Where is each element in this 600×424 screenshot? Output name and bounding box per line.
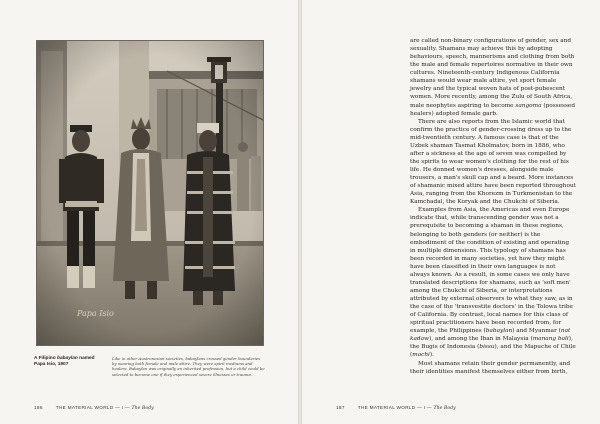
photo-handwritten-annotation: Papa Isio — [77, 309, 114, 318]
photo-illustration — [37, 41, 264, 346]
photo-caption-title: A Filipino babaylan named Papa Isio, 1907 — [34, 356, 95, 368]
body-paragraph: are called non-binary configurations of gender, sex and sexuality. Shamans may achieve this by adopting behaviours, speech, mannerisms and clothing from both the male and female repertoires normative in their own cultures. Nineteenth-century Indigenous California shamans would wear male attire, yet sport female jewelry and the typical woven hats of post-pubescent women. More recently, among the Zulu of South Africa, male neophytes aspiring to become sangoma (possessed healers) adopted female garb. — [410, 38, 576, 117]
page-number: 186 — [34, 405, 43, 410]
running-head: THE MATERIAL WORLD — I — — [357, 405, 434, 410]
body-paragraph: Most shamans retain their gender permanently, and their identities manifest themselves either from birth, — [410, 360, 571, 375]
left-page — [0, 0, 298, 424]
running-head-section: The Body — [433, 406, 456, 411]
right-page — [302, 0, 600, 424]
right-folio — [336, 405, 456, 411]
running-head-section: The Body — [131, 406, 154, 411]
body-text — [410, 37, 576, 376]
left-folio — [34, 405, 154, 411]
body-paragraph: There are also reports from the Islamic world that confirm the practice of gender-crossing dress up to the mid-twentieth century. A famous case is that of the Uzbek shaman Tasmat Kholmatov, born in 1886, who after a sickness at the age of seven was compelled by the spirits to wear women's clothing for the rest of his life. He donned women's dresses, alongside male trousers, a man's skull cap and a beard. More instances of shamanic mixed attire have been reported throughout Asia, ranging from the Khorezm in Turkmenistan to the Kamchadal, the Koryak and the Chukchi of Siberia. — [410, 118, 576, 206]
archival-photograph — [36, 40, 264, 346]
running-head: THE MATERIAL WORLD — I — — [55, 405, 132, 410]
photo-caption-text: Like in other Austronesian societies, babaylans crossed gender boundaries by wearing both female and male attire. They were spirit mediums and healers. Babaylan was originally an inherited profession, but a child could be selected to become one if they experienced severe illnesses or trauma. — [112, 356, 265, 377]
page-number: 187 — [336, 405, 345, 410]
body-paragraph: Examples from Asia, the Americas and even Europe indicate that, while transcending gender was not a prerequisite to becoming a shaman in these regions, belonging to both genders (or neither) is the embodiment of the condition of existing and operating in multiple dimensions. This typology of shamans has been recorded in many societies, yet how they might have been classified in their own languages is not always known. As a result, in some cases we only have translated descriptions for shamans, such as 'soft men' among the Chukchi of Siberia, or interpretations attributed by external observers to what they saw, as in the case of the 'transvestite doctors' in the Tolowa tribe of California. By contrast, local names for this class of spiritual practitioners have been recorded from, for example, the Philippines (babaylan) and Myanmar (nat kadaw), and among the Iban in Malaysia (manang bali), the Bugis of Indonesia (bissu), and the Mapuche of Chile (machi). — [410, 207, 576, 359]
